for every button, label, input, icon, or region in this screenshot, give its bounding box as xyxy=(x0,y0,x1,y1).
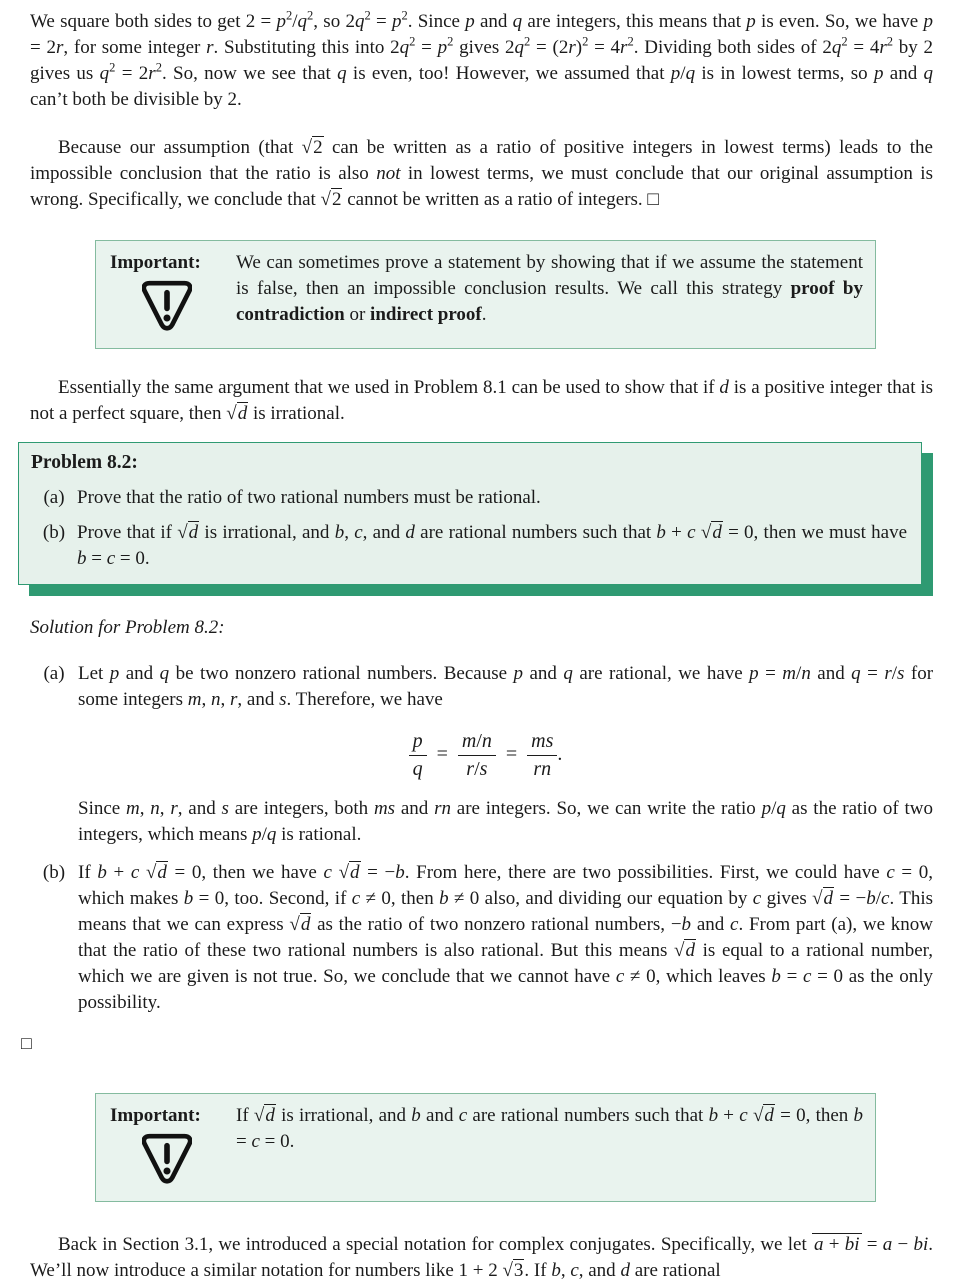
problem-item-b xyxy=(31,520,907,572)
qed-square: □ xyxy=(21,1033,32,1053)
solution-part-a-label: (a) xyxy=(43,663,65,684)
problem-item-b-text: Prove that if √d is irrational, and b, c, and d are rational numbers such that b + c √d = 0, then we must have b = c = 0. xyxy=(77,522,908,569)
problem-box-8-2 xyxy=(18,442,922,585)
paragraph-problem-8-1-generalization: Essentially the same argument that we used in Problem 8.1 can be used to show that if d is a positive integer that is not a perfect square, then √d is irrational. xyxy=(30,377,934,424)
problem-item-a-text: Prove that the ratio of two rational numbers must be rational. xyxy=(77,487,541,508)
paragraph-contradiction-conclusion: Because our assumption (that √2 can be written as a ratio of positive integers in lowest terms) leads to the impossible conclusion that the ratio is also not in lowest terms, we must conclude that our original assumption is wrong. Specifically, we conclude that √2 cannot be written as a ratio of integers. □ xyxy=(30,137,933,210)
paragraph-complex-conjugate-notation: Back in Section 3.1, we introduced a special notation for complex conjugates. Specifically, we let a + bi = a − bi. We’ll now introduce a similar notation for numbers like 1 + 2 √3. If b, c, and d are rational xyxy=(30,1234,934,1281)
problem-item-a-label: (a) xyxy=(43,487,65,508)
solution-a-paragraph-2: Since m, n, r, and s are integers, both ms and rn are integers. So, we can write the ratio p/q as the ratio of two integers, which means p/q is rational. xyxy=(78,798,934,845)
solution-part-b xyxy=(30,860,933,1016)
solution-heading: Solution for Problem 8.2: xyxy=(30,617,225,638)
solution-b-paragraph: If b + c √d = 0, then we have c √d = −b. From here, there are two possibilities. First, we could have c = 0, which makes b = 0, too. Second, if c ≠ 0, then b ≠ 0 also, and dividing our equation by c gives √d = −b/c. This means that we can express √d as the ratio of two nonzero rational numbers, −b and c. From part (a), we know that the ratio of these two rational numbers is also rational. But this means √d is equal to a rational number, which we are given is not true. So, we conclude that we cannot have c ≠ 0, which leaves b = c = 0 as the only possibility. xyxy=(78,862,934,1013)
problem-item-a xyxy=(31,485,907,511)
equation-fraction-ratio: $\frac{p}{q}$ = $\frac{m/n}{r/s}$ = $\frac{ms}{rn}$ . xyxy=(38,730,933,781)
important-box-contradiction xyxy=(95,240,876,349)
important-box-irrational-sum xyxy=(95,1093,876,1202)
important-box-label-column xyxy=(108,1103,226,1192)
warning-icon xyxy=(108,279,226,339)
problem-title: Problem 8.2: xyxy=(31,452,138,473)
paragraph-squaring-proof: We square both sides to get $2 = p^2/q^2$, so $2q^2 = p^2$. Since p and q are integers, this means that p is even. So, we have p = 2r, for some integer r. Substituting this into $2q^2 = p^2$ gives $2q^2 = (2r)^2 = 4r^2$. Dividing both sides of $2q^2 = 4r^2$ by 2 gives us $q^2 = 2r^2$. So, now we see that q is even, too! However, we assumed that p/q is in lowest terms, so p and q can’t both be divisible by 2. xyxy=(30,8,934,110)
solution-part-a xyxy=(30,661,933,848)
important-text: If √d is irrational, and b and c are rational numbers such that b + c √d = 0, then b = c = 0. xyxy=(236,1105,864,1152)
important-box-label-column xyxy=(108,250,226,339)
solution-a-paragraph-1: Let p and q be two nonzero rational numbers. Because p and q are rational, we have p = m/n and q = r/s for some integers m, n, r, and s. Therefore, we have xyxy=(78,663,934,710)
warning-icon xyxy=(108,1132,226,1192)
problem-item-b-label: (b) xyxy=(42,522,66,543)
important-label: Important: xyxy=(110,1105,201,1126)
solution-part-b-label: (b) xyxy=(42,862,66,883)
important-label: Important: xyxy=(110,252,201,273)
important-text: We can sometimes prove a statement by showing that if we assume the statement is false, then an impossible conclusion results. We call this strategy proof by contradiction or indirect proof. xyxy=(236,252,864,325)
